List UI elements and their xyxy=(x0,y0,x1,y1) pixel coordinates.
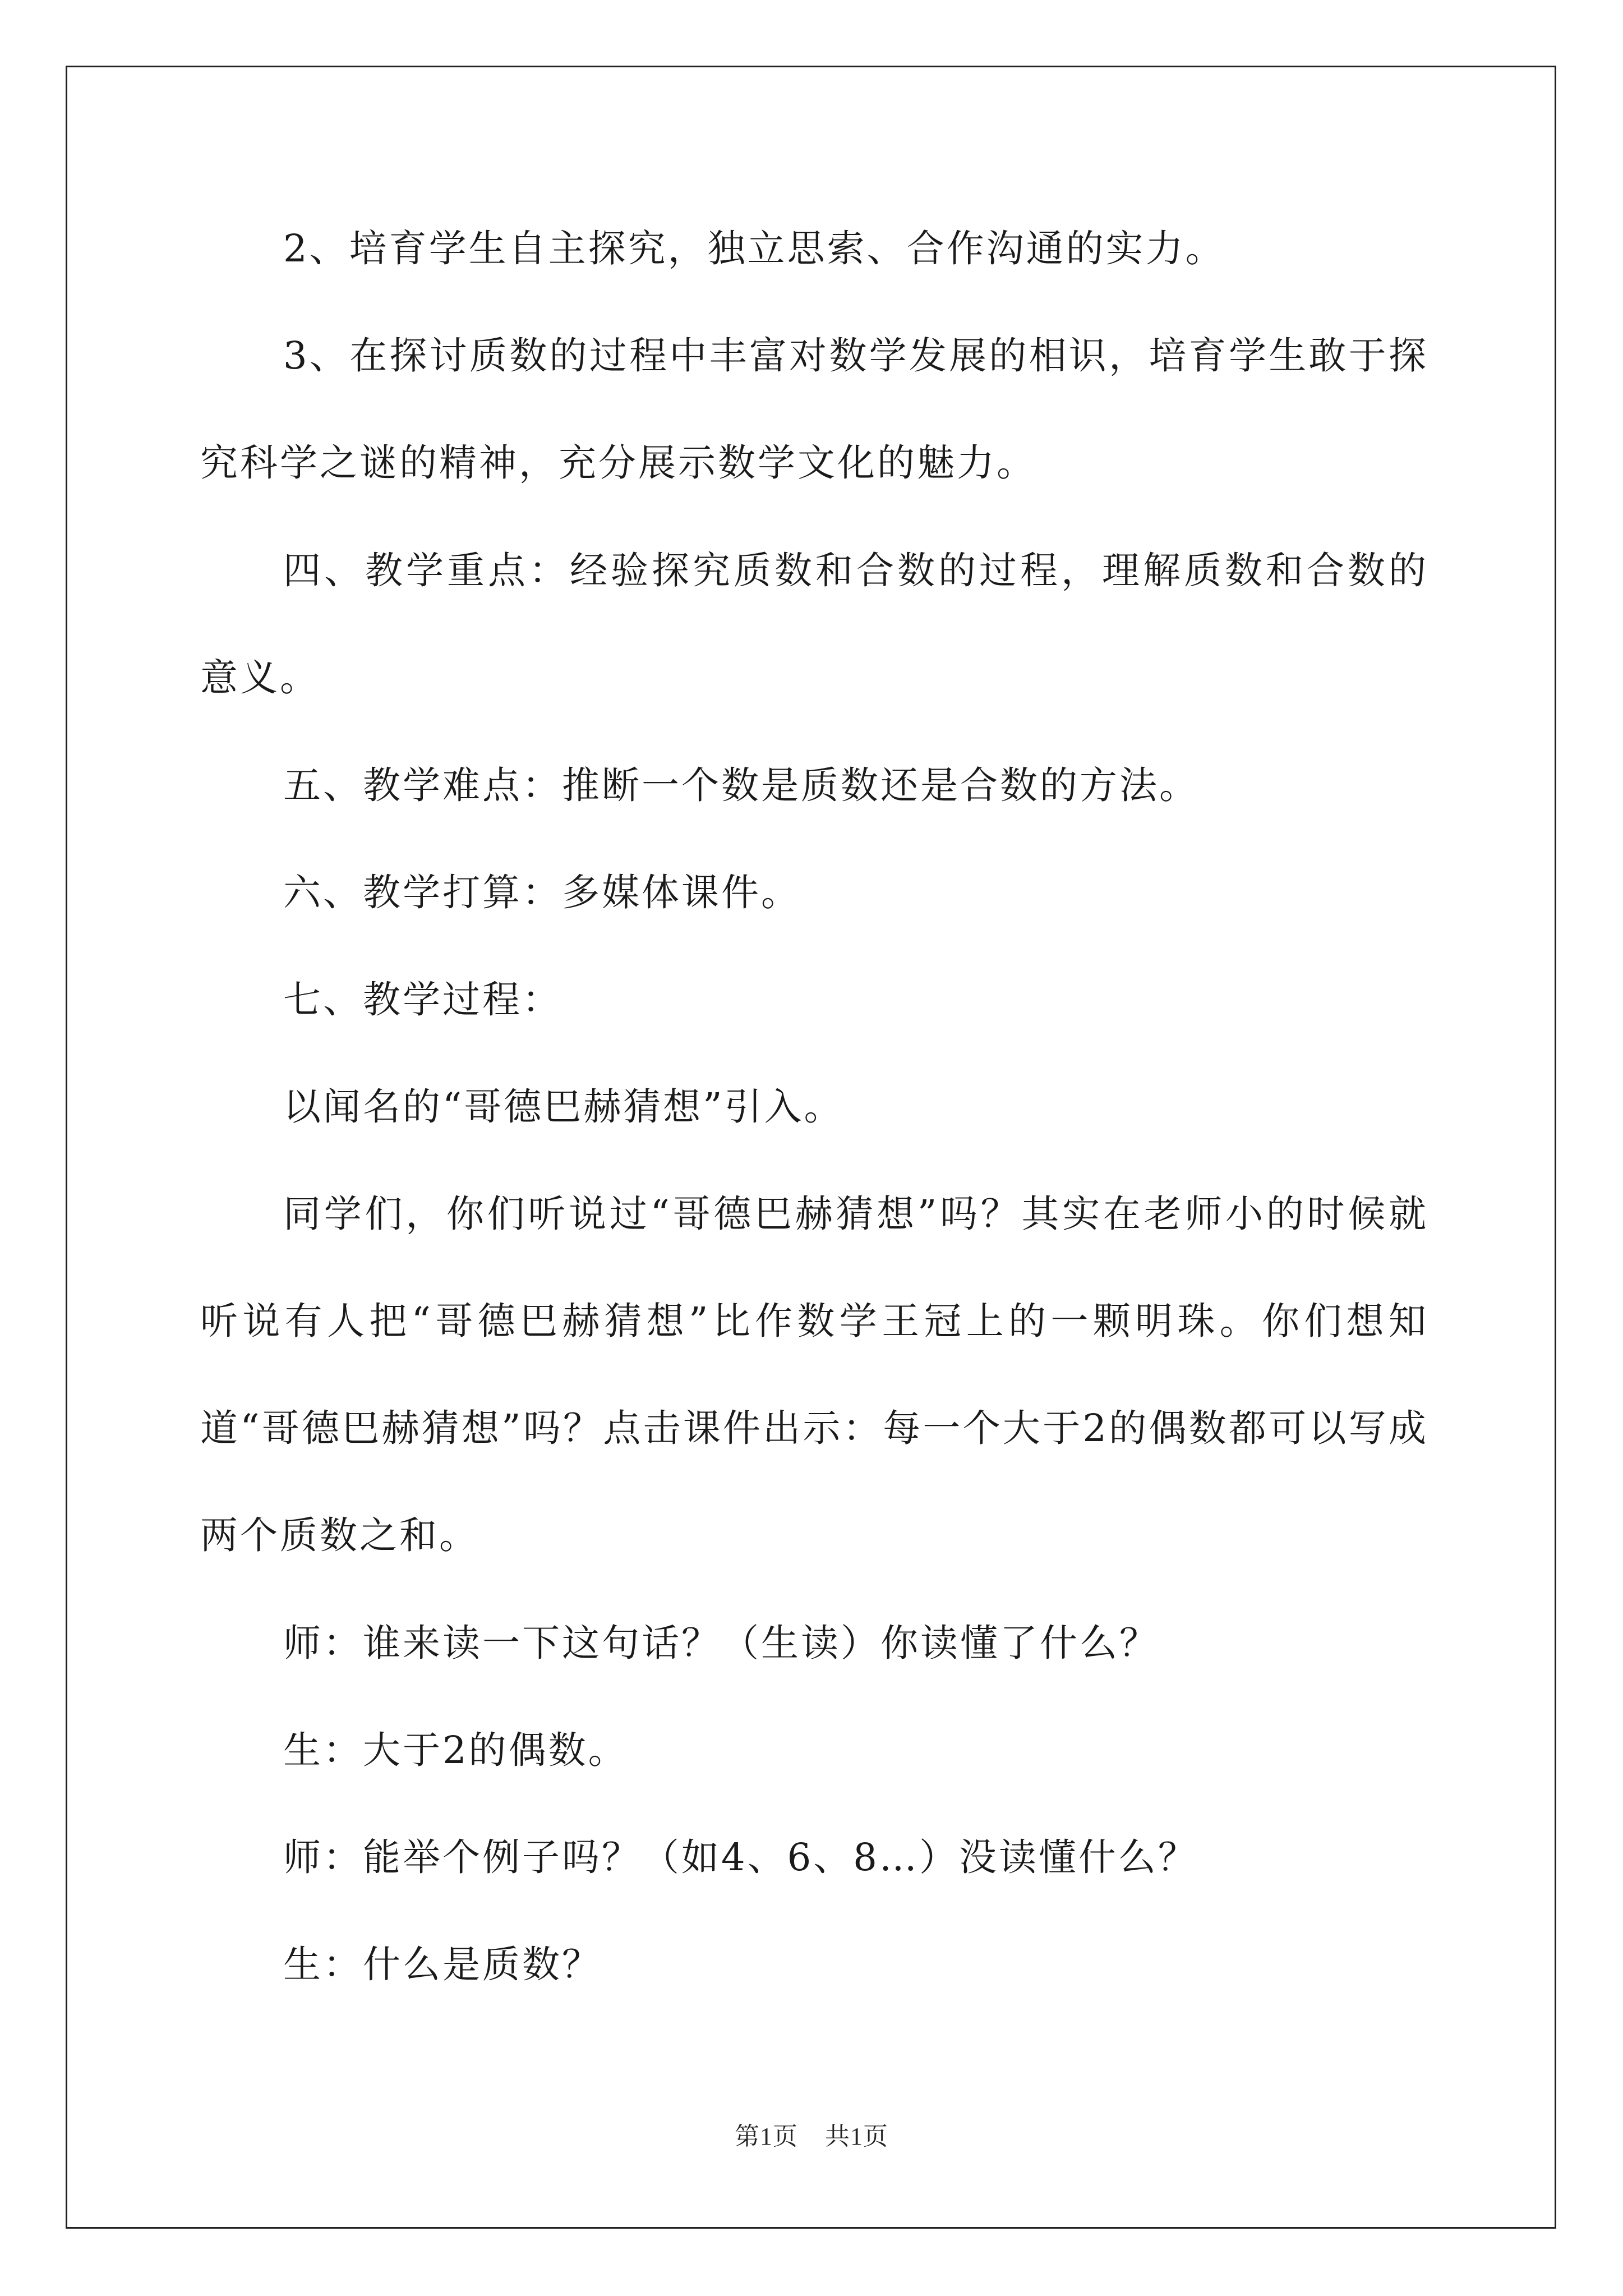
dialogue-teacher-1: 师：谁来读一下这句话？（生读）你读懂了什么？ xyxy=(283,1621,1159,1665)
paragraph-difficulties: 五、教学难点：推断一个数是质数还是合数的方法。 xyxy=(283,763,1199,807)
paragraph-key-points: 四、教学重点：经验探究质数和合数的过程，理解质数和合数的意义。 xyxy=(200,549,1428,700)
paragraph-goldbach-story: 同学们，你们听说过“哥德巴赫猜想”吗？其实在老师小的时候就听说有人把“哥德巴赫猜想”比作数学王冠上的一颗明珠。你们想知道“哥德巴赫猜想”吗？点击课件出示：每一个大于2的偶数都可以写成两个质数之和。 xyxy=(200,1192,1428,1557)
page-total: 共1页 xyxy=(825,2123,888,2150)
dialogue-student-2: 生：什么是质数？ xyxy=(283,1943,602,1986)
paragraph-preparation: 六、教学打算：多媒体课件。 xyxy=(283,871,801,914)
paragraph-introduction: 以闻名的“哥德巴赫猜想”引入。 xyxy=(283,1085,844,1129)
page-number: 第1页 xyxy=(735,2123,798,2150)
document-body xyxy=(200,222,1428,2045)
paragraph-process-heading: 七、教学过程： xyxy=(283,978,562,1022)
dialogue-student-1: 生：大于2的偶数。 xyxy=(283,1728,628,1772)
dialogue-teacher-2: 师：能举个例子吗？（如4、6、8…）没读懂什么？ xyxy=(283,1835,1198,1879)
paragraph-objective-2: 2、培育学生自主探究，独立思索、合作沟通的实力。 xyxy=(283,227,1225,270)
page-footer xyxy=(0,2116,1623,2152)
paragraph-objective-3: 3、在探讨质数的过程中丰富对数学发展的相识，培育学生敢于探究科学之谜的精神，充分展示数学文化的魅力。 xyxy=(200,334,1428,485)
